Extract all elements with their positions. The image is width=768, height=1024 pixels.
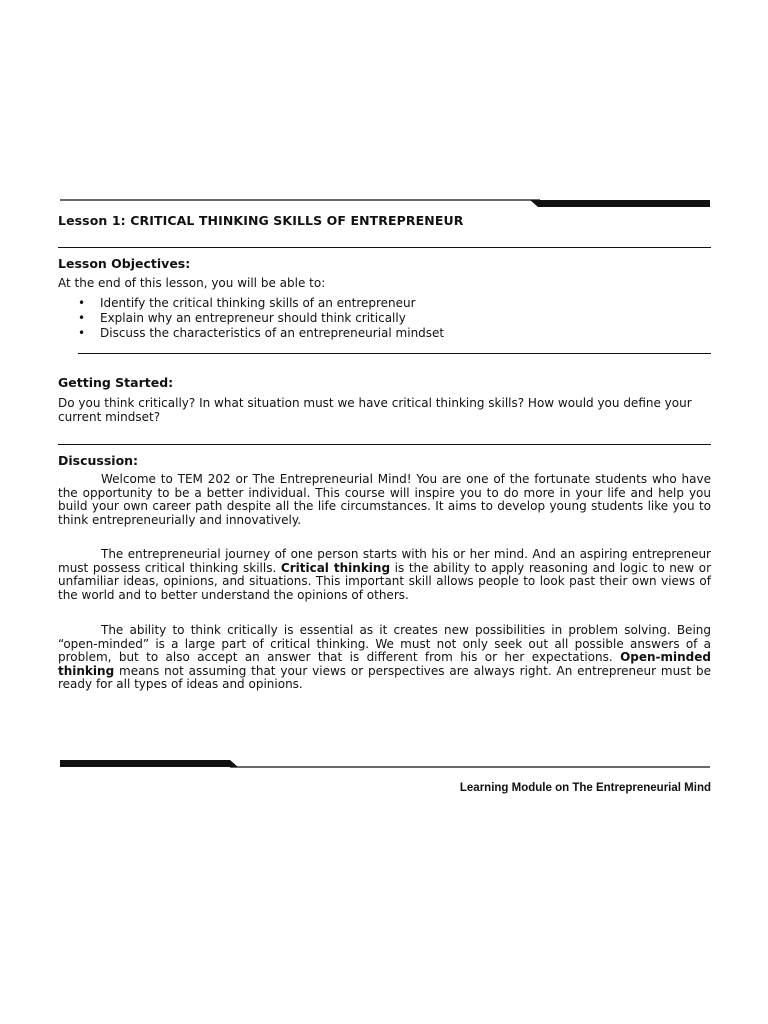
paragraph-text: means not assuming that your views or perspectives are always right. An entrepreneur must be ready for all types of ideas and opinions. bbox=[58, 663, 711, 691]
list-item bbox=[76, 326, 676, 341]
discussion-paragraph-3 bbox=[58, 624, 711, 692]
discussion-heading: Discussion: bbox=[58, 453, 139, 468]
lesson-title: Lesson 1: CRITICAL THINKING SKILLS OF ENTREPRENEUR bbox=[58, 213, 464, 228]
footer-text: Learning Module on The Entrepreneurial Mind bbox=[459, 782, 711, 794]
objectives-list bbox=[76, 296, 676, 341]
getting-started-divider bbox=[58, 444, 711, 445]
footer-rule bbox=[60, 759, 710, 768]
objective-text: Explain why an entrepreneur should think critically bbox=[100, 311, 406, 325]
objectives-heading: Lesson Objectives: bbox=[58, 256, 191, 271]
list-item bbox=[76, 296, 676, 311]
header-rule bbox=[60, 199, 710, 208]
term-open-minded-thinking: Open-minded thinking bbox=[58, 650, 711, 678]
discussion-paragraph-2 bbox=[58, 548, 711, 602]
discussion-paragraph-1: Welcome to TEM 202 or The Entrepreneurial Mind! You are one of the fortunate students who have the opportunity to be a better individual. This course will inspire you to do more in your life and help you build your own career path despite all the life circumstances. It aims to develop young students like you to think entrepreneurially and innovatively. bbox=[58, 472, 711, 527]
bullet-icon: • bbox=[78, 326, 86, 340]
objectives-divider bbox=[78, 353, 711, 354]
title-divider bbox=[58, 247, 711, 248]
bullet-icon: • bbox=[78, 311, 86, 325]
term-critical-thinking: Critical thinking bbox=[280, 560, 391, 575]
getting-started-heading: Getting Started: bbox=[58, 375, 174, 390]
objective-text: Discuss the characteristics of an entrepreneurial mindset bbox=[100, 326, 445, 340]
list-item bbox=[76, 311, 676, 326]
objectives-intro: At the end of this lesson, you will be able to: bbox=[58, 276, 326, 290]
objective-text: Identify the critical thinking skills of an entrepreneur bbox=[100, 296, 416, 310]
paragraph-text: The entrepreneurial journey of one person starts with his or her mind. And an aspiring entrepreneur must possess critical thinking skills. bbox=[58, 547, 711, 575]
bullet-icon: • bbox=[78, 296, 86, 310]
paragraph-text: is the ability to apply reasoning and logic to new or unfamiliar ideas, opinions, and situations. This important skill allows people to look past their own views of the world and to better understand the opinions of others. bbox=[58, 560, 711, 602]
paragraph-text: The ability to think critically is essential as it creates new possibilities in problem solving. Being “open-minded” is a large part of critical thinking. We must not only seek out all possible answers of a problem, but to also accept an answer that is different from his or her expectations. bbox=[58, 623, 711, 664]
getting-started-text: Do you think critically? In what situation must we have critical thinking skills? How would you define your current mindset? bbox=[58, 396, 692, 424]
